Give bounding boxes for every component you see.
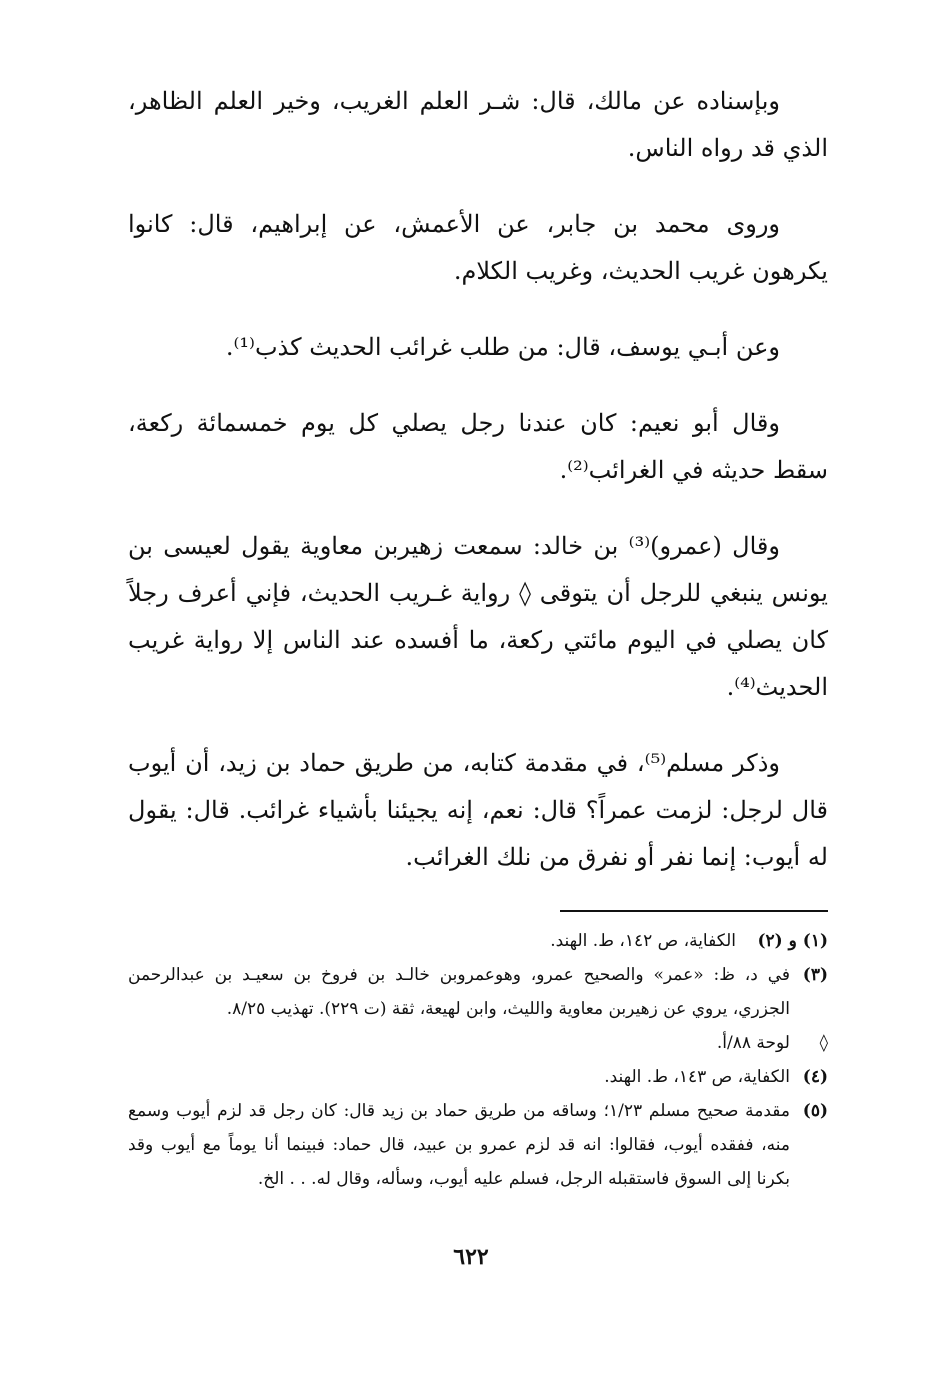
- paragraph-amr-ibn-khalid: وقال (عمرو)⁽³⁾ بن خالد: سمعت زهيربن معاوية يقول لعيسى بن يونس ينبغي للرجل أن يتوقى ◊ رواية غـريب الحديث، فإني أعرف رجلاً كان يصلي في اليوم مائتي ركعة، ما أفسده عند الناس إلا رواية غريب الحديث⁽⁴⁾.: [128, 532, 828, 701]
- footnote-number: (١) و (٢): [757, 931, 828, 951]
- footnote-5: [128, 1094, 828, 1196]
- footnote-number: (٥): [802, 1101, 828, 1121]
- paragraph-muslim: وذكر مسلم⁽⁵⁾، في مقدمة كتابه، من طريق حماد بن زيد، أن أيوب قال لرجل: لزمت عمراً؟ قال: نعم، إنه يجيئنا بأشياء غرائب. قال: يقول له أيوب: إنما نفر أو نفرق من نلك الغرائب.: [128, 749, 828, 871]
- footnote-text: مقدمة صحيح مسلم ١/٢٣؛ وساقه من طريق حماد بن زيد قال: كان رجل قد لزم أيوب وسمع منه، ففقده أيوب، فقالوا: انه قد لزم عمرو بن عبيد، قال حماد: فبينما أنا يوماً مع أيوب وقد بكرنا إلى السوق فاستقبله الرجل، فسلم عليه أيوب، وسأله، وقال له. . . الخ.: [128, 1101, 790, 1189]
- folio-marker-icon: ◊: [819, 1033, 828, 1053]
- paragraph-malik: وبإسناده عن مالك، قال: شـر العلم الغريب، وخير العلم الظاهر، الذي قد رواه الناس.: [128, 87, 828, 162]
- page-number: ٦٢٢: [453, 1244, 489, 1270]
- page-body: [128, 78, 828, 1196]
- footnote-1-2: [128, 924, 828, 958]
- paragraph-abu-yusuf: وعن أبـي يوسف، قال: من طلب غرائب الحديث كذب⁽¹⁾.: [225, 333, 780, 361]
- footnote-text: الكفاية، ص ١٤٢، ط. الهند.: [550, 931, 736, 951]
- footnote-number: (٤): [802, 1067, 828, 1087]
- footnote-text: لوحة ٨٨/أ.: [716, 1033, 790, 1053]
- footnotes: [128, 924, 828, 1196]
- footnote-number: (٣): [802, 965, 828, 985]
- footnote-3: [128, 958, 828, 1026]
- footnote-4: [128, 1060, 828, 1094]
- footnote-text: في د، ظ: «عمر» والصحيح عمرو، وهوعمروبن خالـد بن فروخ بن سعيـد بن عبدالرحمن الجزري، يروي عن زهيربن معاوية والليث، وابن لهيعة، ثقة (ت ٢٢٩). تهذيب ٨/٢٥.: [128, 965, 790, 1019]
- footnote-divider: [560, 910, 828, 912]
- footnote-text: الكفاية، ص ١٤٣، ط. الهند.: [604, 1067, 790, 1087]
- paragraph-muhammad-ibn-jabir: وروى محمد بن جابر، عن الأعمش، عن إبراهيم، قال: كانوا يكرهون غريب الحديث، وغريب الكلام.: [128, 210, 828, 285]
- paragraph-abu-nuaym: وقال أبو نعيم: كان عندنا رجل يصلي كل يوم خمسمائة ركعة، سقط حديثه في الغرائب⁽²⁾.: [128, 409, 828, 484]
- footnote-folio: [128, 1026, 828, 1060]
